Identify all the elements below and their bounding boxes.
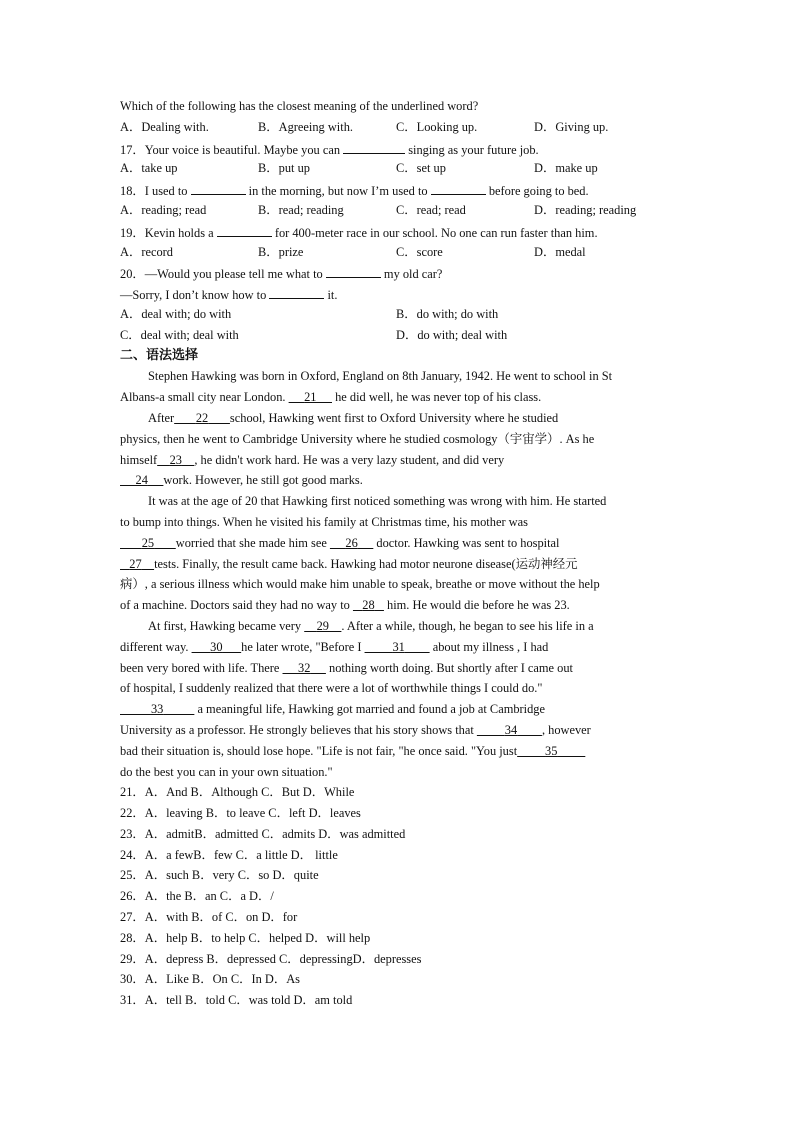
passage-text: different way. [120, 639, 192, 654]
answer-options-23: 23．A．admitB．admitted C．admits D．was admitted [120, 826, 406, 841]
passage-line: of hospital, I suddenly realized that there were a lot of worthwhile things I could do." [120, 681, 543, 696]
passage-line [120, 741, 680, 762]
blank-number: 26 [345, 535, 358, 550]
passage-text: , he didn't work hard. He was a very lazy student, and did very [194, 452, 505, 467]
passage-text: about my illness , I had [429, 639, 549, 654]
question-text: 20．—Would you please tell me what to [120, 267, 326, 282]
question-text: before going to bed. [485, 184, 589, 199]
blank-29 [304, 619, 341, 633]
option-a: A．deal with; do with [120, 306, 232, 321]
blank-35 [517, 744, 585, 758]
blank-number: 29 [316, 618, 329, 633]
passage-text: he did well, he was never top of his class. [332, 390, 542, 405]
blank-27 [120, 557, 154, 571]
blank-number: 22 [195, 410, 209, 425]
option-c: C．deal with; deal with [120, 327, 239, 342]
answer-options-24: 24．A．a fewB．few C．a little D． little [120, 847, 338, 862]
blank-number: 25 [141, 535, 155, 550]
option-d: D．medal [534, 244, 586, 259]
passage-line [120, 658, 680, 679]
passage-line [120, 408, 680, 429]
blank-32 [283, 661, 326, 675]
passage-line: physics, then he went to Cambridge University where he studied cosmology（宇宙学）. As he [120, 431, 595, 446]
section-title: 二、语法选择 [120, 347, 199, 363]
passage-line [120, 387, 680, 408]
passage-line [120, 470, 680, 491]
passage-text: of a machine. Doctors said they had no way to [120, 598, 353, 613]
blank-number: 35 [545, 743, 558, 758]
option-d: D．do with; deal with [396, 327, 508, 342]
passage-text: been very bored with life. There [120, 660, 283, 675]
answer-blank [191, 179, 246, 195]
passage-line [120, 637, 680, 658]
passage-text: school, Hawking went first to Oxford University where he studied [229, 410, 559, 425]
blank-25 [120, 536, 176, 550]
blank-21 [289, 390, 332, 404]
blank-number: 23 [169, 452, 182, 467]
answer-blank [343, 138, 405, 154]
option-b: B．put up [258, 161, 310, 176]
question-text: it. [324, 288, 338, 303]
option-a: A．reading; read [120, 202, 207, 217]
question-19 [120, 221, 680, 242]
question-20-options-ab [120, 304, 680, 325]
option-a: A．Dealing with. [120, 119, 209, 134]
question-text: —Sorry, I don’t know how to [120, 288, 270, 303]
blank-number: 34 [504, 722, 518, 737]
blank-23 [157, 453, 194, 467]
passage-text: . After a while, though, he began to see his life in a [341, 618, 594, 633]
passage-text: After [148, 410, 175, 425]
option-b: B．read; reading [258, 202, 344, 217]
question-text: 19．Kevin holds a [120, 225, 217, 240]
passage-line [120, 533, 680, 554]
question-20-reply [120, 283, 680, 304]
question-text: for 400-meter race in our school. No one can run faster than him. [271, 225, 598, 240]
option-d: D．reading; reading [534, 202, 637, 217]
passage-text: , however [541, 722, 591, 737]
question-17 [120, 138, 680, 159]
blank-24 [120, 473, 163, 487]
answer-options-28: 28．A．help B．to help C．helped D．will help [120, 930, 371, 945]
question-text: singing as your future job. [405, 142, 539, 157]
passage-line: to bump into things. When he visited his family at Christmas time, his mother was [120, 514, 528, 529]
answer-options-27: 27．A．with B．of C．on D．for [120, 910, 298, 925]
question-text: my old car? [380, 267, 443, 282]
question-text: 17．Your voice is beautiful. Maybe you can [120, 142, 344, 157]
option-b: B．prize [258, 244, 304, 259]
blank-30 [192, 640, 242, 654]
blank-22 [174, 411, 230, 425]
blank-28 [353, 598, 384, 612]
passage-line [120, 595, 680, 616]
passage-line: It was at the age of 20 that Hawking first noticed something was wrong with him. He started [148, 494, 607, 509]
passage-line [120, 616, 680, 637]
passage-text: nothing worth doing. But shortly after I came out [325, 660, 573, 675]
answer-blank [431, 179, 486, 195]
answer-options-31: 31．A．tell B．told C．was told D．am told [120, 993, 353, 1008]
blank-31 [365, 640, 430, 654]
blank-number: 27 [129, 556, 142, 571]
passage-line: Stephen Hawking was born in Oxford, England on 8th January, 1942. He went to school in St [148, 369, 613, 384]
question-text: in the morning, but now I’m used to [245, 184, 431, 199]
answer-blank [269, 283, 324, 299]
option-d: D．make up [534, 161, 598, 176]
option-c: C．Looking up. [396, 119, 478, 134]
passage-text: worried that she made him see [175, 535, 330, 550]
passage-text: University as a professor. He strongly believes that his story shows that [120, 722, 477, 737]
blank-number: 32 [298, 660, 311, 675]
question-18 [120, 179, 680, 200]
answer-options-21: 21．A．And B．Although C．But D．While [120, 785, 355, 800]
passage-text: work. However, he still got good marks. [163, 473, 363, 488]
worksheet-page [120, 96, 680, 1011]
question-19-options [120, 242, 680, 263]
blank-number: 30 [210, 639, 223, 654]
option-a: A．take up [120, 161, 178, 176]
answer-options-30: 30．A．Like B．On C．In D．As [120, 972, 301, 987]
answer-options-22: 22．A．leaving B．to leave C．left D．leaves [120, 806, 361, 821]
blank-number: 31 [392, 639, 405, 654]
passage-text: himself [120, 452, 158, 467]
blank-number: 33 [150, 702, 164, 717]
passage-line: do the best you can in your own situation." [120, 764, 333, 779]
answer-blank [326, 262, 381, 278]
option-a: A．record [120, 244, 173, 259]
passage-text: doctor. Hawking was sent to hospital [373, 535, 560, 550]
answer-blank [217, 221, 272, 237]
passage-text: At first, Hawking became very [148, 618, 305, 633]
option-c: C．read; read [396, 202, 466, 217]
passage-line [120, 450, 680, 471]
question-18-options [120, 200, 680, 221]
option-c: C．set up [396, 161, 446, 176]
passage-text: him. He would die before he was 23. [383, 598, 570, 613]
blank-26 [330, 536, 373, 550]
answer-options-26: 26．A．the B．an C．a D．/ [120, 889, 274, 904]
passage-text: a meaningful life, Hawking got married and found a job at Cambridge [194, 702, 545, 717]
blank-number: 21 [304, 390, 317, 405]
passage-text: he later wrote, "Before I [241, 639, 365, 654]
passage-line [120, 554, 680, 575]
answer-options-25: 25．A．such B．very C．so D．quite [120, 868, 319, 883]
blank-number: 28 [362, 598, 375, 613]
passage-text: Albans-a small city near London. [120, 390, 289, 405]
option-b: B．Agreeing with. [258, 119, 353, 134]
option-c: C．score [396, 244, 443, 259]
passage-text: tests. Finally, the result came back. Hawking had motor neurone disease(运动神经元 [154, 556, 578, 571]
question-20-options-cd [120, 325, 680, 346]
question-17-options [120, 158, 680, 179]
question-16-options [120, 117, 680, 138]
blank-34 [477, 723, 542, 737]
passage-text: bad their situation is, should lose hope. "Life is not fair, "he once said. "You just [120, 743, 518, 758]
option-b: B．do with; do with [396, 306, 499, 321]
passage-line: 病）, a serious illness which would make him unable to speak, breathe or move without the help [120, 577, 600, 592]
passage-line [120, 720, 680, 741]
blank-number: 24 [135, 473, 148, 488]
question-20 [120, 262, 680, 283]
passage-line [120, 699, 680, 720]
question-16-prompt: Which of the following has the closest meaning of the underlined word? [120, 99, 479, 113]
option-d: D．Giving up. [534, 119, 609, 134]
question-text: 18．I used to [120, 184, 191, 199]
blank-33 [120, 702, 194, 716]
answer-options-29: 29．A．depress B．depressed C．depressingD．depresses [120, 951, 422, 966]
